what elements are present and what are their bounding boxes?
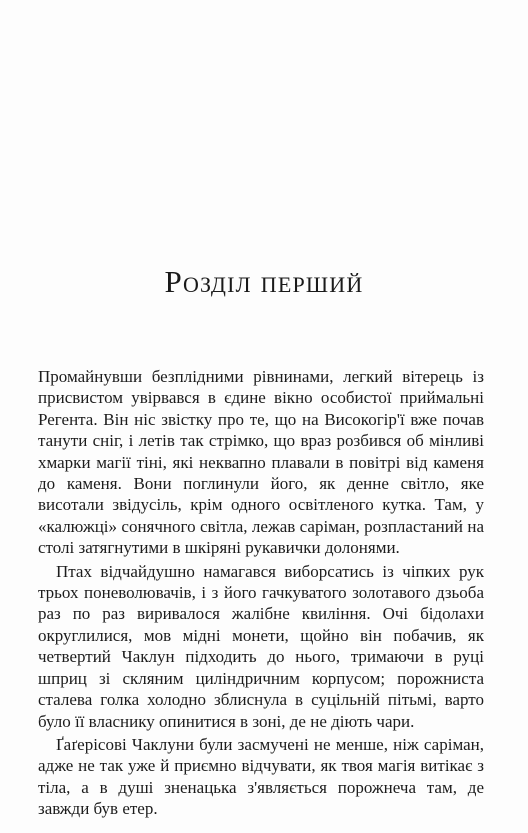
paragraph-2: Птах відчайдушно намагався виборсатись із чіпких рук трьох поневолювачів, і з його гачкуватого золотавого дзьоба раз по раз виривалося жалібне квиління. Очі бідолахи округлилися, мов мідні монети, щойно він побачив, як четвертий Чаклун підходить до нього, тримаючи в руці шприц зі скляним циліндричним корпусом; порожниста сталева голка холодно зблиснула в суцільній пітьмі, варто було її власнику опинитися в зоні, де не діють чари. (38, 561, 484, 731)
chapter-body (38, 366, 484, 820)
chapter-title: Розділ перший (164, 264, 364, 299)
paragraph-1: Промайнувши безплідними рівнинами, легкий вітерець із присвистом увірвався в єдине вікно особистої приймальні Регента. Він ніс звістку про те, що на Високогір'ї вже почав танути сніг, і летів так стрімко, що враз розбився об мінливі хмарки магії тіні, які неквапно плавали в повітрі від каменя до каменя. Вони поглинули його, як денне світло, яке висотали звідусіль, крім одного освітленого кутка. Там, у «калюжці» сонячного світла, лежав саріман, розпластаний на столі затягнутими в шкіряні рукавички долонями. (38, 367, 484, 558)
paragraph-3: Ґаґерісові Чаклуни були засмучені не менше, ніж саріман, адже не так уже й приємно відчувати, як твоя магія витікає з тіла, а в душі зненацька з'являється порожнеча там, де завжди був етер. (38, 734, 484, 819)
